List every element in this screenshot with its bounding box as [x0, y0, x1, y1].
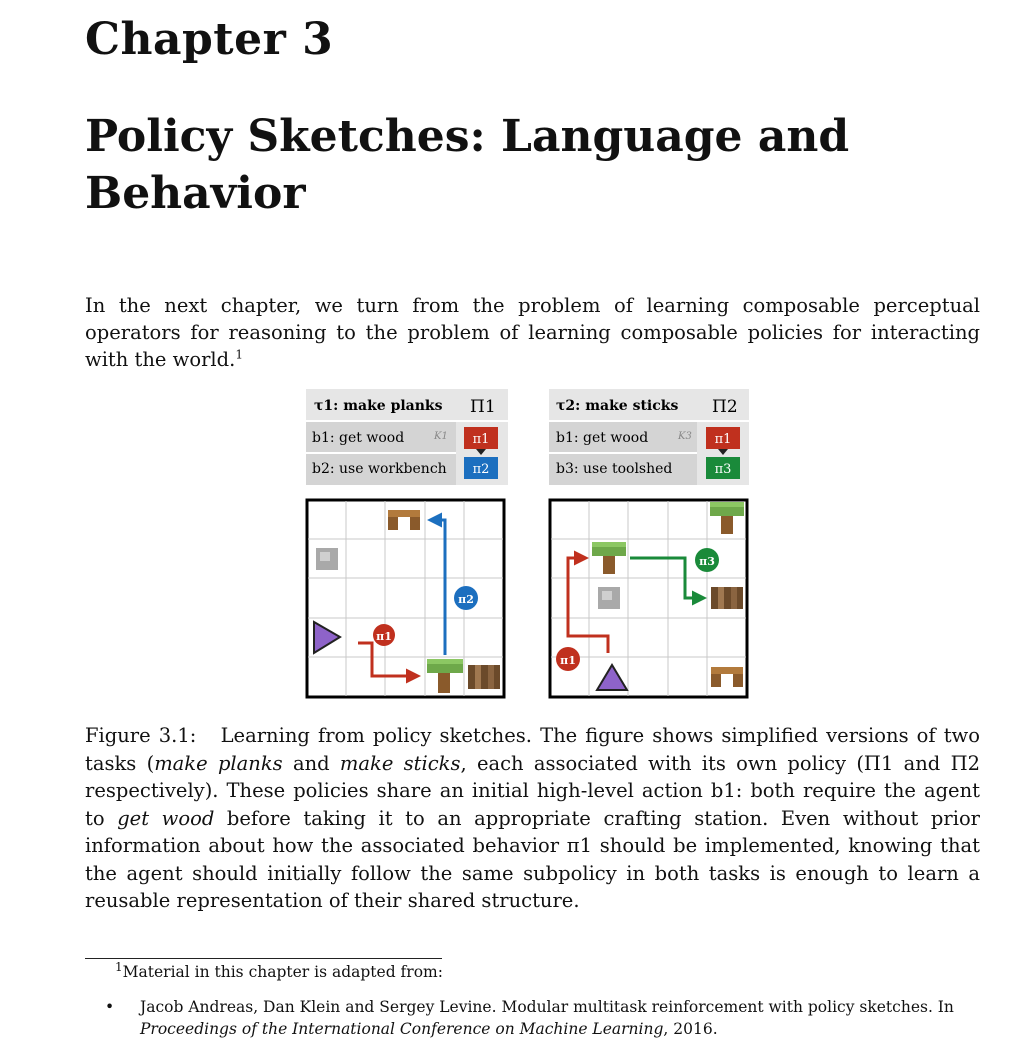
- workbench-icon: [711, 667, 743, 687]
- task2-pi3-marker-label: π3: [699, 555, 715, 568]
- task1-pi1-marker-label: π1: [376, 630, 392, 643]
- footnote-divider: [85, 958, 442, 959]
- task1-sketch-table: [306, 389, 508, 485]
- task2-step1: b1: get wood: [556, 430, 649, 446]
- task1-pi1-label: π1: [472, 432, 490, 447]
- reference-authors: Jacob Andreas, Dan Klein and Sergey Levine. Modular multitask reinforcement with policy sketches. In: [140, 998, 954, 1016]
- task1-step1: b1: get wood: [312, 430, 405, 446]
- caption-emphasis: make sticks: [339, 751, 461, 775]
- stone-icon: [316, 548, 338, 570]
- task2-sketch-table: [549, 389, 749, 485]
- caption-emphasis: make planks: [154, 751, 283, 775]
- caption-emphasis: get wood: [117, 806, 215, 830]
- caption-label: Figure 3.1:: [85, 724, 197, 747]
- workbench-icon: [388, 510, 420, 530]
- figure-policy-sketches: [300, 385, 760, 705]
- toolshed-icon: [711, 587, 743, 609]
- intro-paragraph: [85, 292, 980, 373]
- task1-pi2-marker-label: π2: [458, 593, 474, 606]
- task1-header: τ1: make planks: [314, 398, 443, 414]
- intro-text: In the next chapter, we turn from the problem of learning composable perceptual operators for reasoning to the problem of learning composable policies for interacting with the world.: [85, 294, 980, 371]
- list-item: [105, 996, 980, 1040]
- task2-pi1-label: π1: [714, 432, 732, 447]
- footnote-reference[interactable]: 1: [235, 347, 243, 362]
- task1-grid-world: [307, 500, 504, 697]
- task2-pi1-marker-label: π1: [560, 654, 576, 667]
- task2-step2: b3: use toolshed: [556, 461, 673, 477]
- caption-text: before taking it to an appropriate crafting station. Even without prior information about how the associated behavior π1 should be implemented, knowing that the agent should initially follow the same subpolicy in both tasks is enough to learn a reusable representation of their shared structure.: [85, 806, 981, 912]
- footnote-mark: 1: [115, 959, 123, 974]
- task1-k-label: K1: [434, 431, 448, 442]
- task2-policy-label: Π2: [712, 397, 738, 417]
- task1-policy-label: Π1: [470, 397, 496, 417]
- task1-step2: b2: use workbench: [312, 461, 447, 477]
- bullet: •: [105, 998, 115, 1016]
- task1-pi2-label: π2: [472, 462, 490, 477]
- reference-year: , 2016.: [663, 1020, 718, 1038]
- stone-icon: [598, 587, 620, 609]
- caption-text: , each associated with its own policy (Π1 and Π2 respectively). These policies share an initial high-level action b1: both require the agent to: [85, 751, 980, 830]
- task2-header: τ2: make sticks: [556, 398, 679, 414]
- figure-caption: [85, 722, 980, 915]
- footnote-text: Material in this chapter is adapted from:: [122, 963, 443, 981]
- chapter-title: Policy Sketches: Language and Behavior: [85, 111, 850, 219]
- chapter-label: Chapter 3: [85, 14, 334, 65]
- footnote: [115, 959, 443, 981]
- task2-grid-world: [550, 500, 747, 697]
- task2-pi3-label: π3: [714, 462, 732, 477]
- caption-text: and: [282, 751, 340, 775]
- caption-text: Learning from policy sketches. The figure shows simplified versions of two tasks (: [85, 724, 980, 775]
- wood-icon: [468, 665, 500, 689]
- reference-venue: Proceedings of the International Conference on Machine Learning: [140, 1020, 664, 1038]
- task2-k-label: K3: [678, 431, 692, 442]
- footnote-reference-list: [105, 996, 980, 1040]
